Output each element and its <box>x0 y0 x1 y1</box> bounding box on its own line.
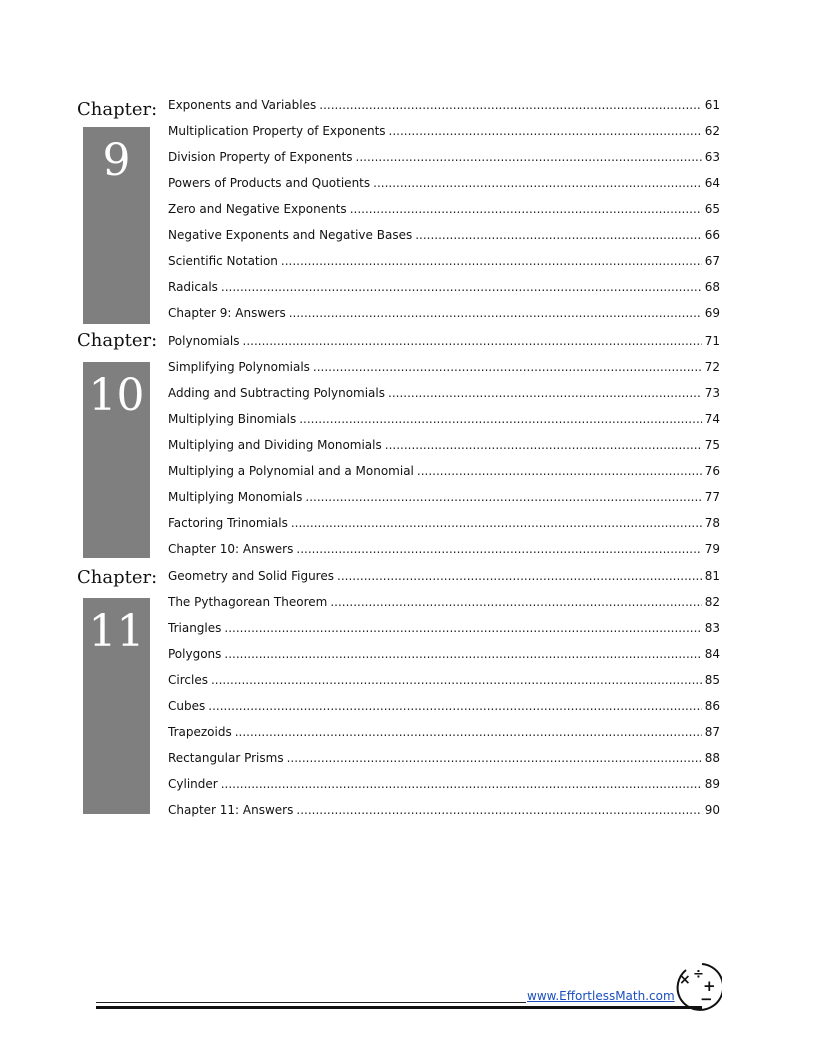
toc-dot-leader <box>208 697 701 715</box>
toc-entry-page-number: 71 <box>704 334 720 348</box>
toc-dot-leader <box>385 436 702 454</box>
chapter-9-box <box>83 127 150 324</box>
toc-dot-leader <box>211 671 702 689</box>
toc-dot-leader <box>296 801 701 819</box>
chapter-10-label: Chapter: <box>77 330 158 351</box>
toc-entry[interactable] <box>168 122 720 140</box>
toc-dot-leader <box>417 462 702 480</box>
footer-rule-thin <box>96 1002 526 1003</box>
toc-dot-leader <box>305 488 701 506</box>
toc-entry-title: Multiplying Monomials <box>168 490 303 504</box>
toc-entry[interactable] <box>168 540 720 558</box>
toc-entry-title: Multiplication Property of Exponents <box>168 124 386 138</box>
toc-entry-page-number: 87 <box>704 725 720 739</box>
toc-entry[interactable] <box>168 462 720 480</box>
toc-entry[interactable] <box>168 436 720 454</box>
toc-entry-page-number: 88 <box>704 751 720 765</box>
toc-entry-title: Radicals <box>168 280 218 294</box>
toc-entry[interactable] <box>168 593 720 611</box>
toc-entry-title: Zero and Negative Exponents <box>168 202 347 216</box>
toc-entry-title: Adding and Subtracting Polynomials <box>168 386 385 400</box>
toc-dot-leader <box>221 775 702 793</box>
toc-entry-title: Cubes <box>168 699 206 713</box>
toc-dot-leader <box>356 148 702 166</box>
toc-entry[interactable] <box>168 358 720 376</box>
toc-entry-title: Powers of Products and Quotients <box>168 176 371 190</box>
toc-entry[interactable] <box>168 775 720 793</box>
toc-entry-title: Chapter 9: Answers <box>168 306 286 320</box>
toc-dot-leader <box>221 278 702 296</box>
toc-entry-page-number: 89 <box>704 777 720 791</box>
toc-dot-leader <box>330 593 701 611</box>
toc-entry[interactable] <box>168 723 720 741</box>
toc-entry-title: Multiplying Binomials <box>168 412 297 426</box>
toc-entry-title: Factoring Trinomials <box>168 516 288 530</box>
toc-dot-leader <box>350 200 702 218</box>
toc-dot-leader <box>243 332 702 350</box>
toc-dot-leader <box>287 749 702 767</box>
toc-dot-leader <box>337 567 702 585</box>
toc-entry-page-number: 75 <box>704 438 720 452</box>
toc-entry-page-number: 78 <box>704 516 720 530</box>
toc-entry[interactable] <box>168 749 720 767</box>
toc-entry-title: Negative Exponents and Negative Bases <box>168 228 413 242</box>
math-operators-logo-icon <box>672 962 722 1012</box>
toc-dot-leader <box>281 252 702 270</box>
toc-entry-title: Exponents and Variables <box>168 98 317 112</box>
toc-dot-leader <box>415 226 702 244</box>
toc-entry-title: Geometry and Solid Figures <box>168 569 334 583</box>
toc-entry[interactable] <box>168 567 720 585</box>
toc-entry[interactable] <box>168 200 720 218</box>
toc-dot-leader <box>291 514 702 532</box>
toc-entry-title: Cylinder <box>168 777 218 791</box>
toc-entry[interactable] <box>168 174 720 192</box>
toc-entry-page-number: 61 <box>704 98 720 112</box>
toc-entry[interactable] <box>168 697 720 715</box>
toc-entry-page-number: 81 <box>704 569 720 583</box>
toc-dot-leader <box>319 96 701 114</box>
toc-entry[interactable] <box>168 801 720 819</box>
toc-entry-page-number: 72 <box>704 360 720 374</box>
toc-entry-page-number: 77 <box>704 490 720 504</box>
toc-dot-leader <box>388 384 702 402</box>
toc-entry-page-number: 82 <box>704 595 720 609</box>
toc-entry-page-number: 64 <box>704 176 720 190</box>
toc-dot-leader <box>296 540 701 558</box>
toc-entry-page-number: 85 <box>704 673 720 687</box>
toc-entry[interactable] <box>168 278 720 296</box>
chapter-10-box <box>83 362 150 558</box>
toc-entry-page-number: 76 <box>704 464 720 478</box>
toc-entry[interactable] <box>168 332 720 350</box>
toc-entry-page-number: 68 <box>704 280 720 294</box>
toc-entry-title: Simplifying Polynomials <box>168 360 310 374</box>
toc-entry-title: Chapter 10: Answers <box>168 542 294 556</box>
toc-dot-leader <box>224 645 701 663</box>
toc-entry-page-number: 79 <box>704 542 720 556</box>
chapter-11-box <box>83 598 150 814</box>
toc-entry[interactable] <box>168 96 720 114</box>
toc-entry-title: Circles <box>168 673 208 687</box>
toc-entry-title: The Pythagorean Theorem <box>168 595 328 609</box>
toc-dot-leader <box>289 304 702 322</box>
toc-entry-page-number: 84 <box>704 647 720 661</box>
toc-dot-leader <box>299 410 701 428</box>
toc-entry-page-number: 73 <box>704 386 720 400</box>
toc-entry[interactable] <box>168 148 720 166</box>
chapter-11-number: 11 <box>88 606 145 657</box>
toc-entry-page-number: 62 <box>704 124 720 138</box>
toc-entry[interactable] <box>168 384 720 402</box>
toc-entry-page-number: 90 <box>704 803 720 817</box>
toc-entry-page-number: 63 <box>704 150 720 164</box>
toc-dot-leader <box>313 358 702 376</box>
toc-entry-page-number: 69 <box>704 306 720 320</box>
toc-entry-title: Chapter 11: Answers <box>168 803 294 817</box>
toc-entry-page-number: 65 <box>704 202 720 216</box>
toc-dot-leader <box>235 723 702 741</box>
toc-entry-page-number: 66 <box>704 228 720 242</box>
chapter-10-number: 10 <box>88 370 145 421</box>
toc-entry-title: Division Property of Exponents <box>168 150 353 164</box>
toc-entry-title: Polynomials <box>168 334 240 348</box>
svg-text:÷: ÷ <box>693 967 704 982</box>
toc-entry[interactable] <box>168 410 720 428</box>
toc-entry-title: Multiplying a Polynomial and a Monomial <box>168 464 414 478</box>
toc-entry-title: Polygons <box>168 647 222 661</box>
chapter-9-number: 9 <box>102 135 131 186</box>
toc-dot-leader <box>389 122 702 140</box>
toc-entry[interactable] <box>168 619 720 637</box>
svg-text:×: × <box>679 972 691 988</box>
footer-website-link[interactable]: www.EffortlessMath.com <box>527 989 675 1003</box>
svg-text:+: + <box>703 977 716 995</box>
toc-dot-leader <box>224 619 701 637</box>
svg-text:−: − <box>700 990 713 1008</box>
toc-entry-title: Scientific Notation <box>168 254 278 268</box>
toc-entry[interactable] <box>168 488 720 506</box>
toc-entry[interactable] <box>168 671 720 689</box>
toc-entry[interactable] <box>168 226 720 244</box>
chapter-11-label: Chapter: <box>77 567 158 588</box>
toc-entry-title: Multiplying and Dividing Monomials <box>168 438 382 452</box>
toc-entry-page-number: 83 <box>704 621 720 635</box>
toc-entry[interactable] <box>168 252 720 270</box>
toc-entry[interactable] <box>168 514 720 532</box>
toc-entry-page-number: 67 <box>704 254 720 268</box>
toc-entry-title: Rectangular Prisms <box>168 751 284 765</box>
toc-entry-page-number: 86 <box>704 699 720 713</box>
toc-entry[interactable] <box>168 304 720 322</box>
toc-entry-page-number: 74 <box>704 412 720 426</box>
chapter-9-label: Chapter: <box>77 99 158 120</box>
toc-entry-title: Triangles <box>168 621 222 635</box>
footer-rule-thick <box>96 1006 702 1009</box>
toc-entry-title: Trapezoids <box>168 725 232 739</box>
toc-entry[interactable] <box>168 645 720 663</box>
toc-dot-leader <box>373 174 702 192</box>
